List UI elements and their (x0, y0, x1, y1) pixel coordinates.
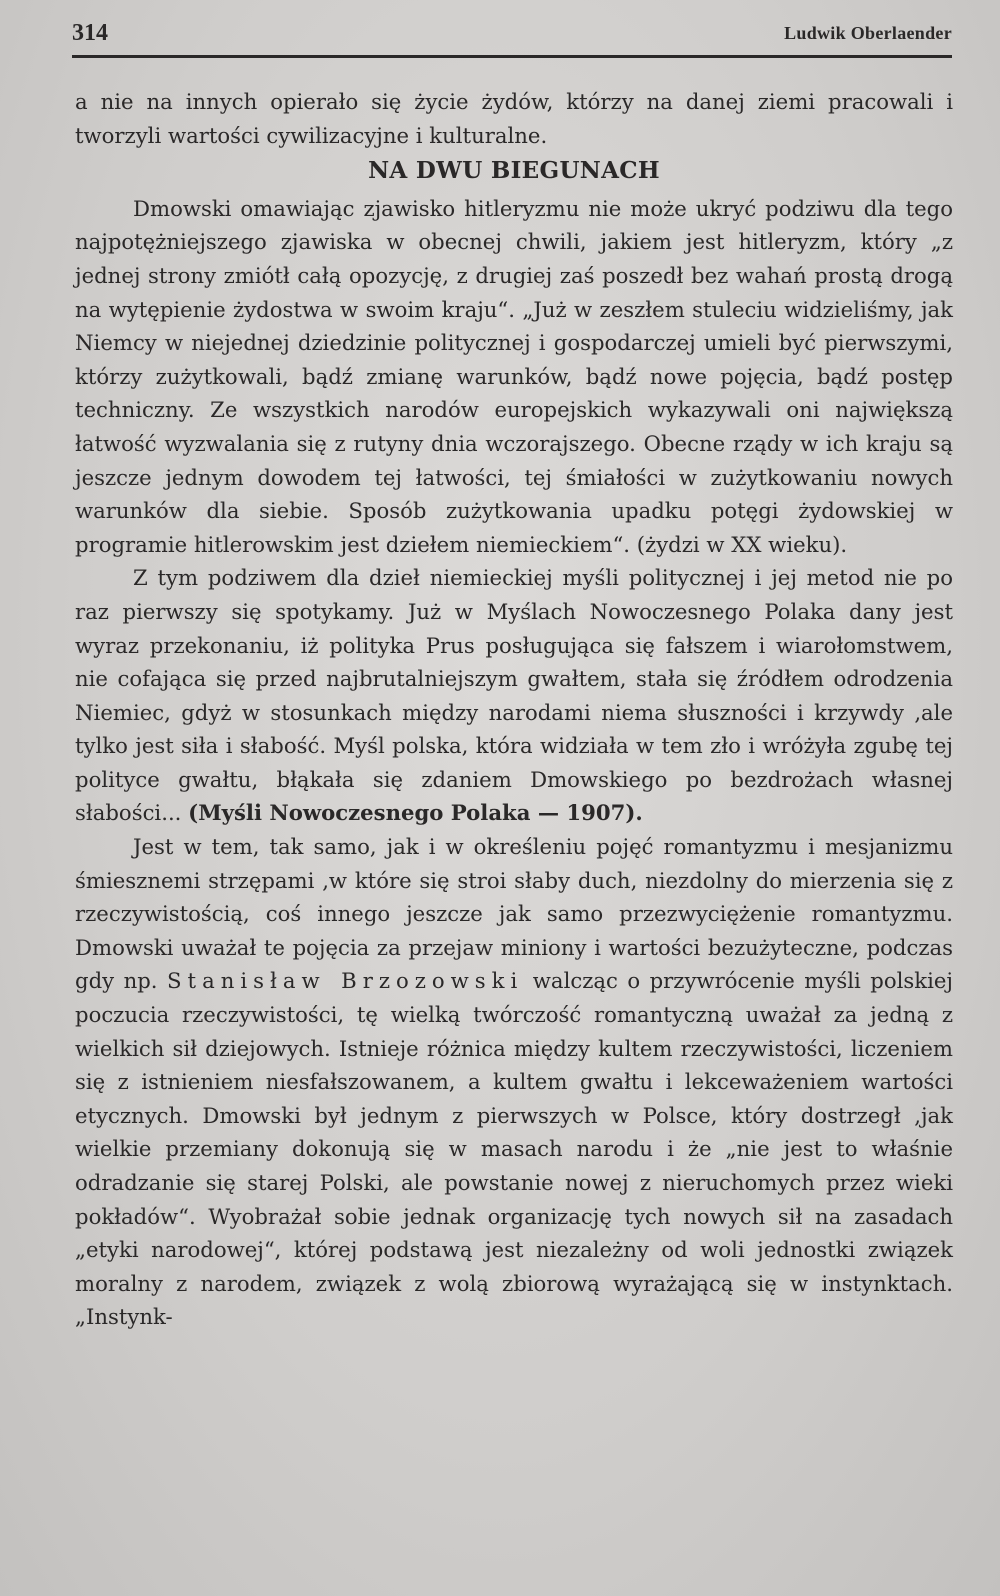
paragraph-2-citation: (Myśli Nowoczesnego Polaka — 1907). (188, 800, 643, 826)
intro-paragraph: a nie na innych opierało się życie żydów, którzy na danej ziemi pracowali i tworzyli wartości cywilizacyjne i kulturalne. (75, 89, 953, 148)
paragraph-2-text: Z tym podziwem dla dzieł niemieckiej myśli politycznej i jej metod nie po raz pierwszy się spotykamy. Już w Myślach Nowoczesnego Polaka dany jest wyraz przekonaniu, iż polityka Prus posługująca się fałszem i wiarołomstwem, nie cofająca się przed najbrutalniejszym gwałtem, stała się źródłem odrodzenia Niemiec, gdyż w stosunkach między narodami niema słuszności i krzywdy ,ale tylko jest siła i słabość. Myśl polska, która widziała w tem zło i wróżyła zgubę tej polityce gwałtu, błąkała się zdaniem Dmowskiego po bezdrożach własnej słabości... (75, 565, 953, 826)
running-head: Ludwik Oberlaender (784, 23, 952, 43)
paragraph-3-text-before: Jest w tem, tak samo, jak i w określeniu pojęć romantyzmu i mesjanizmu śmiesznemi strzępami ,w które się stroi słaby duch, niezdolny do mierzenia się z rzeczywistością, coś innego jeszcze jak samo przezwyciężenie romantyzmu. Dmowski uważał te pojęcia za przejaw miniony i wartości bezużyteczne, podczas gdy np. (75, 834, 953, 994)
page-body (75, 85, 953, 1334)
page-header (72, 20, 952, 48)
author-name-spaced: Stanisław Brzozowski (167, 968, 524, 994)
paragraph-3-text-after: walcząc o przywrócenie myśli polskiej poczucia rzeczywistości, tę wielką twórczość romantyczną uważał za jedną z wielkich sił dziejowych. Istnieje różnica między kultem rzeczywistości, liczeniem się z istnieniem niesfałszowanem, a kultem gwałtu i lekceważeniem wartości etycznych. Dmowski był jednym z pierwszych w Polsce, który dostrzegł ,jak wielkie przemiany dokonują się w masach narodu i że „nie jest to właśnie odradzanie się starej Polski, ale powstanie nowej z nieruchomych przez wieki pokładów“. Wyobrażał sobie jednak organizację tych nowych sił na zasadach „etyki narodowej“, której podstawą jest niezależny od woli jednostki związek moralny z narodem, związek z wolą zbiorową wyrażającą się w instynktach. „Instynk- (75, 968, 953, 1330)
paragraph-2 (75, 561, 953, 830)
section-heading: NA DWU BIEGUNACH (368, 157, 660, 185)
page-number: 314 (72, 20, 108, 46)
paragraph-3 (75, 830, 953, 1334)
header-rule (72, 55, 952, 58)
paragraph-1: Dmowski omawiając zjawisko hitleryzmu nie może ukryć podziwu dla tego najpotężniejszego zjawiska w obecnej chwili, jakiem jest hitleryzm, który „z jednej strony zmiótł całą opozycję, z drugiej zaś poszedł bez wahań prostą drogą na wytępienie żydostwa w swoim kraju“. „Już w zeszłem stuleciu widzieliśmy, jak Niemcy w niejednej dziedzinie politycznej i gospodarczej umieli być pierwszymi, którzy zużytkowali, bądź zmianę warunków, bądź nowe pojęcia, bądź postęp techniczny. Ze wszystkich narodów europejskich wykazywali oni największą łatwość wyzwalania się z rutyny dnia wczorajszego. Obecne rządy w ich kraju są jeszcze jednym dowodem tej łatwości, tej śmiałości w zużytkowaniu nowych warunków dla siebie. Sposób zużytkowania upadku potęgi żydowskiej w programie hitlerowskim jest dziełem niemieckiem“. (żydzi w XX wieku). (75, 195, 953, 557)
